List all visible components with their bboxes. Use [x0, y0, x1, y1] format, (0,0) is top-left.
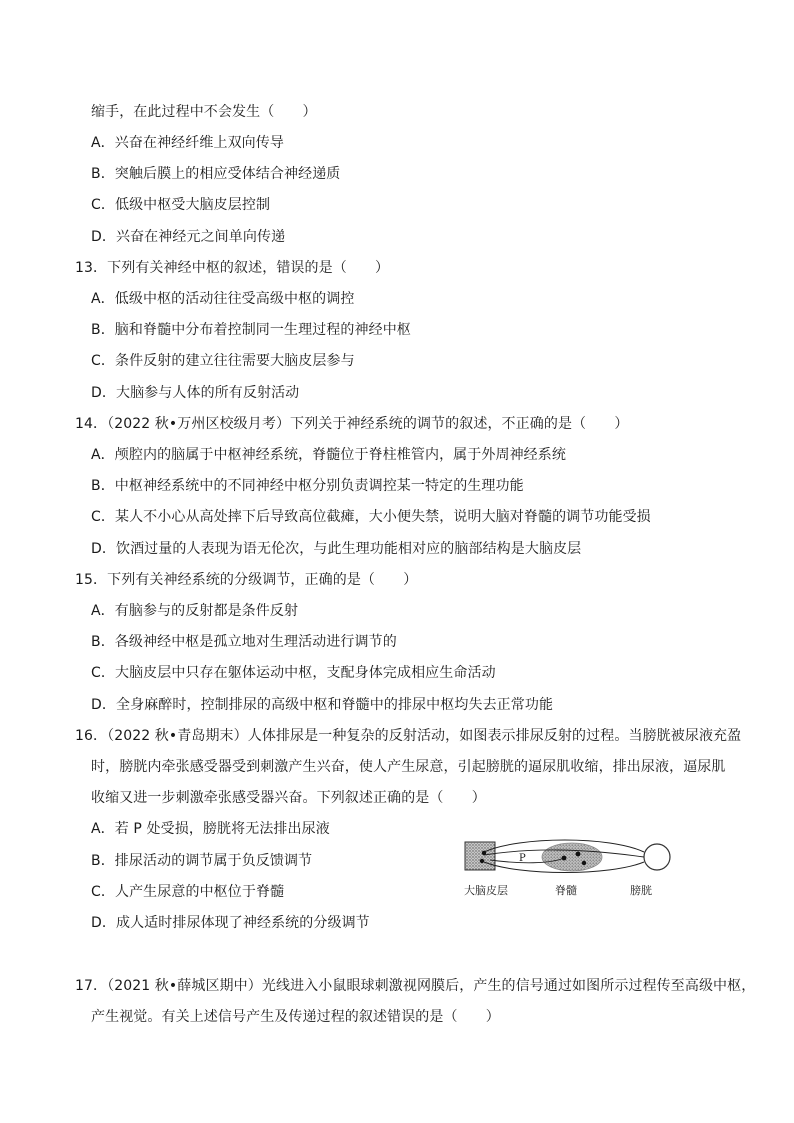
question-14-stem-line: 14．（2022 秋•万州区校级月考）下列关于神经系统的调节的叙述，不正确的是（ ） — [75, 416, 629, 432]
neuron-body — [582, 861, 586, 865]
question-14-option-b: B．中枢神经系统中的不同神经中枢分别负责调控某一特定的生理功能 — [91, 478, 524, 494]
neuron-body — [576, 852, 581, 857]
question-12-option-d: D．兴奋在神经元之间单向传递 — [91, 229, 286, 245]
question-13-option-d: D．大脑参与人体的所有反射活动 — [91, 385, 300, 401]
question-15-option-d: D．全身麻醉时，控制排尿的高级中枢和脊髓中的排尿中枢均失去正常功能 — [91, 697, 554, 713]
question-13-option-b: B．脑和脊髓中分布着控制同一生理过程的神经中枢 — [91, 322, 411, 338]
question-16-option-b: B．排尿活动的调节属于负反馈调节 — [91, 853, 313, 869]
question-14-option-c: C．某人不小心从高处摔下后导致高位截瘫，大小便失禁，说明大脑对脊髓的调节功能受损 — [91, 509, 651, 525]
question-13-option-c: C．条件反射的建立往往需要大脑皮层参与 — [91, 353, 355, 369]
question-14-option-a: A．颅腔内的脑属于中枢神经系统，脊髓位于脊柱椎管内，属于外周神经系统 — [91, 447, 566, 463]
question-17-stem-line: 17．（2021 秋•薛城区期中）光线进入小鼠眼球刺激视网膜后，产生的信号通过如图所示过程传至高级中枢， — [75, 978, 756, 994]
cortex-box — [465, 842, 495, 870]
bladder-circle — [644, 844, 670, 870]
question-17-stem-line: 产生视觉。有关上述信号产生及传递过程的叙述错误的是（ ） — [91, 1009, 500, 1025]
neuron-body — [562, 856, 567, 861]
urination-reflex-diagram — [460, 838, 680, 902]
question-15-option-c: C．大脑皮层中只存在躯体运动中枢，支配身体完成相应生命活动 — [91, 665, 496, 681]
neuron-body — [480, 859, 484, 863]
question-13-option-a: A．低级中枢的活动往往受高级中枢的调控 — [91, 291, 355, 307]
question-15-stem-line: 15．下列有关神经系统的分级调节，正确的是（ ） — [75, 572, 418, 588]
label-cortex: 大脑皮层 — [464, 884, 508, 897]
spinal-cord-ellipse — [542, 843, 602, 871]
question-12-option-a: A．兴奋在神经纤维上双向传导 — [91, 135, 284, 151]
question-16-option-c: C．人产生尿意的中枢位于脊髓 — [91, 884, 285, 900]
question-12-option-c: C．低级中枢受大脑皮层控制 — [91, 197, 271, 213]
question-12-option-b: B．突触后膜上的相应受体结合神经递质 — [91, 166, 341, 182]
question-15-option-a: A．有脑参与的反射都是条件反射 — [91, 603, 299, 619]
question-16-stem-line: 时，膀胱内牵张感受器受到刺激产生兴奋，使人产生尿意，引起膀胱的逼尿肌收缩，排出尿液，逼尿肌 — [91, 759, 726, 775]
label-spinal-cord: 脊髓 — [555, 884, 577, 897]
question-16-option-d: D．成人适时排尿体现了神经系统的分级调节 — [91, 915, 370, 931]
label-p: P — [519, 853, 526, 864]
question-16-option-a: A．若 P 处受损，膀胱将无法排出尿液 — [91, 821, 330, 837]
neuron-body — [482, 851, 486, 855]
question-14-option-d: D．饮酒过量的人表现为语无伦次，与此生理功能相对应的脑部结构是大脑皮层 — [91, 541, 582, 557]
question-13-stem-line: 13．下列有关神经中枢的叙述，错误的是（ ） — [75, 260, 390, 276]
label-bladder: 膀胱 — [630, 884, 652, 897]
question-15-option-b: B．各级神经中枢是孤立地对生理活动进行调节的 — [91, 634, 397, 650]
question-12-stem-line: 缩手，在此过程中不会发生（ ） — [91, 104, 317, 120]
question-16-stem-line: 16．（2022 秋•青岛期末）人体排尿是一种复杂的反射活动，如图表示排尿反射的过程。当膀胱被尿液充盈 — [75, 728, 742, 744]
question-16-stem-line: 收缩又进一步刺激牵张感受器兴奋。下列叙述正确的是（ ） — [91, 790, 486, 806]
